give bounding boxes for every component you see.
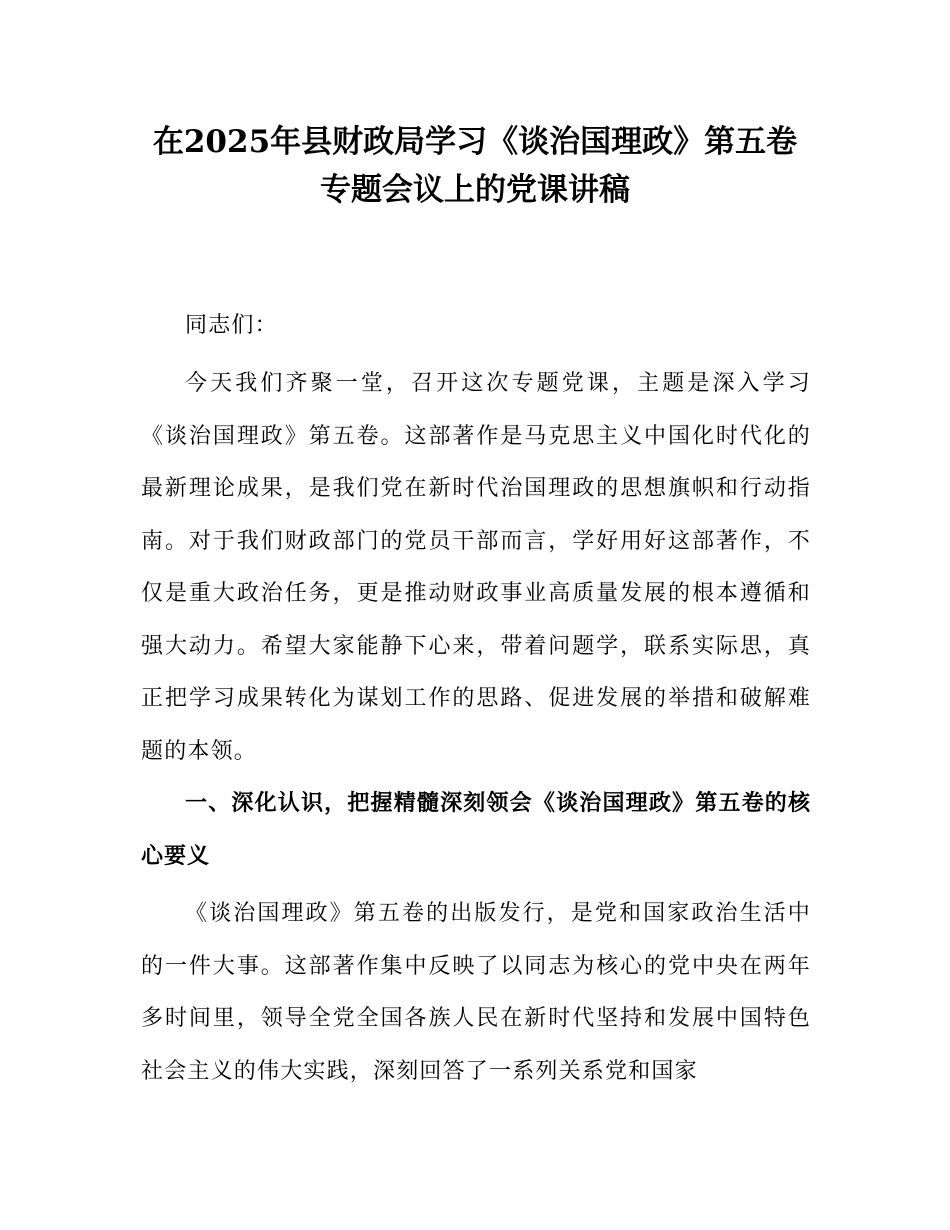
paragraph-intro: 今天我们齐聚一堂，召开这次专题党课，主题是深入学习《谈治国理政》第五卷。这部著作是马克思主义中国化时代化的最新理论成果，是我们党在新时代治国理政的思想旗帜和行动指南。对于我们财政部门的党员干部而言，学好用好这部著作，不仅是重大政治任务，更是推动财政事业高质量发展的根本遵循和强大动力。希望大家能静下心来，带着问题学，联系实际思，真正把学习成果转化为谋划工作的思路、促进发展的举措和破解难题的本领。 — [141, 371, 811, 764]
section-heading-1: 一、深化认识，把握精髓深刻领会《谈治国理政》第五卷的核心要义 — [141, 791, 811, 869]
paragraph-section-1: 《谈治国理政》第五卷的出版发行，是党和国家政治生活中的一件大事。这部著作集中反映了以同志为核心的党中央在两年多时间里，领导全党全国各族人民在新时代坚持和发展中国特色社会主义的伟大实践，深刻回答了一系列关系党和国家 — [141, 901, 811, 1084]
salutation: 同志们： — [185, 313, 278, 338]
document-title: 在2025年县财政局学习《谈治国理政》第五卷专题会议上的党课讲稿 — [152, 124, 798, 208]
